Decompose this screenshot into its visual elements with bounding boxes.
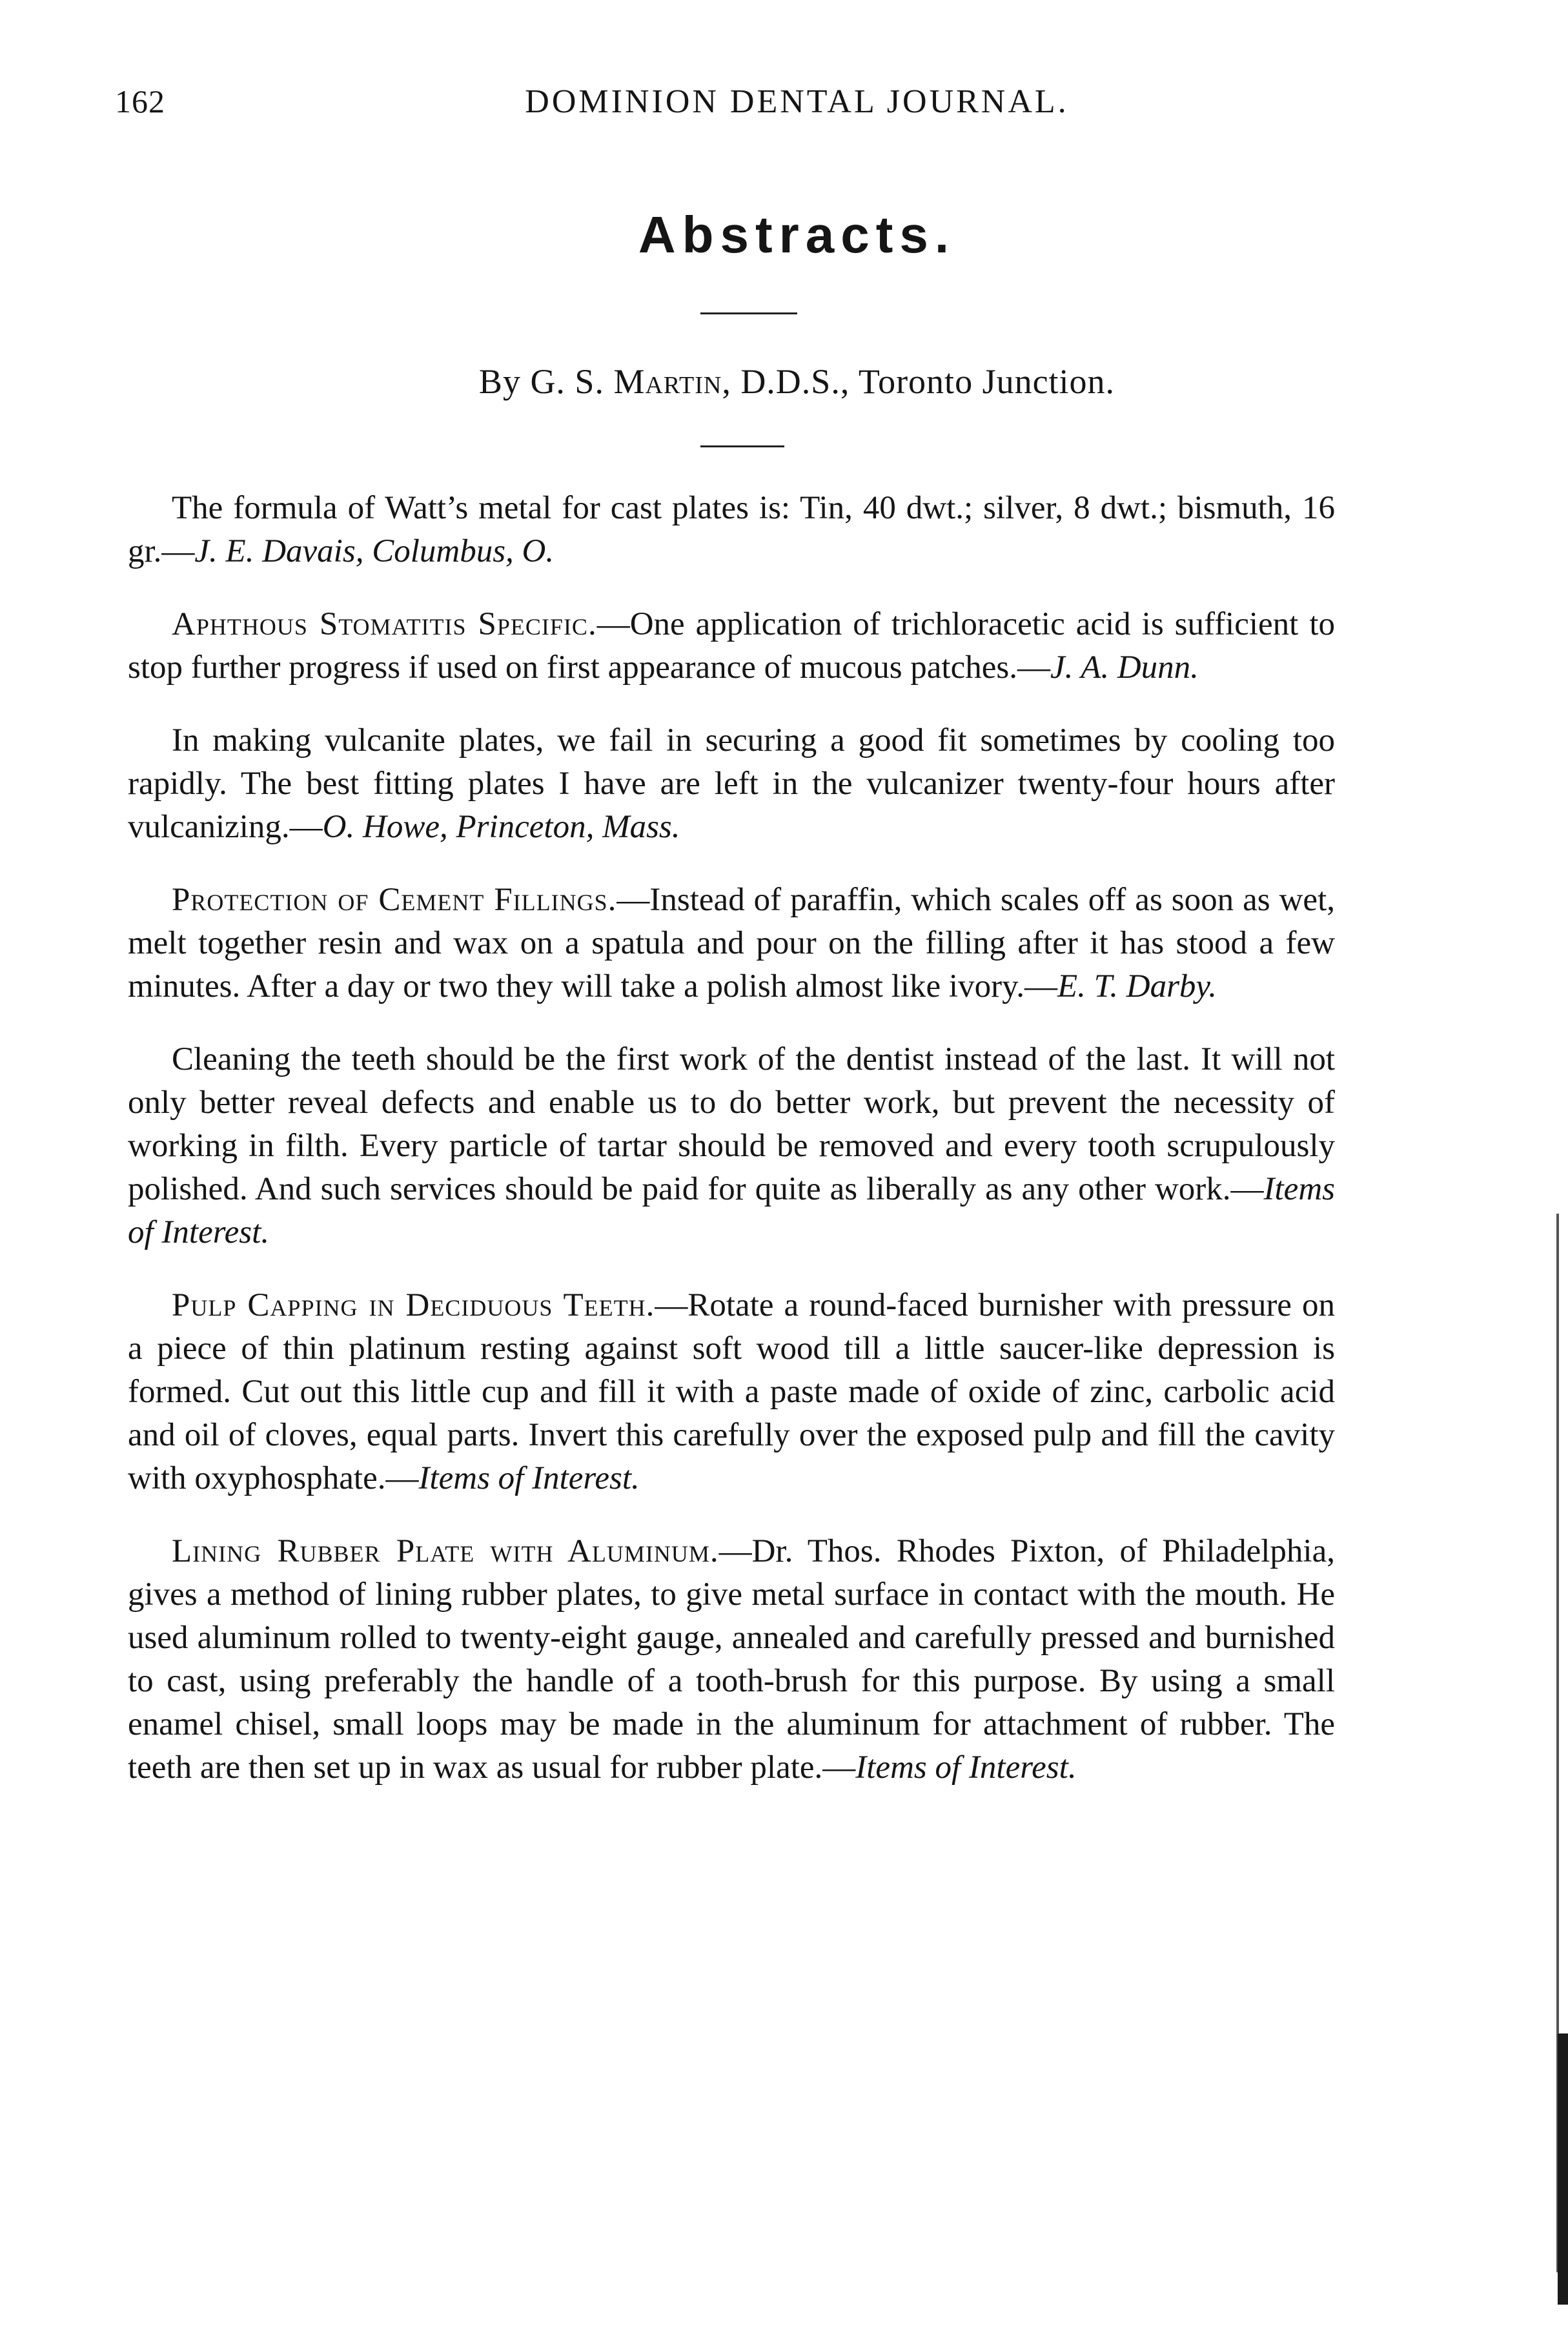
abstract-heading: Pulp Capping in Deciduous Teeth.: [172, 1287, 655, 1323]
byline-prefix: By G. S.: [478, 362, 614, 401]
byline: [0, 362, 1568, 402]
divider-rule: [700, 445, 784, 447]
byline-suffix: , D.D.S., Toronto Junction.: [722, 362, 1115, 401]
abstract-heading: Aphthous Stomatitis Specific.: [172, 606, 597, 642]
abstract-text: —Rotate a round-faced burnisher with pressure on a piece of thin platinum resting against soft wood till a little saucer-like depression is formed. Cut out this little cup and fill it with a paste made of oxide of zinc, carbolic acid and oil of cloves, equal parts. Invert this carefully over the exposed pulp and fill the cavity with oxyphosphate.—: [128, 1287, 1335, 1496]
abstract-paragraph: [128, 487, 1335, 573]
page-number: 162: [115, 83, 165, 119]
abstract-text: —One application of trichloracetic acid is sufficient to stop further progress if used on first appearance of mucous patches.—: [128, 606, 1335, 686]
abstract-source: Items of Interest.: [128, 1171, 1335, 1250]
abstract-source: Items of Interest.: [855, 1749, 1077, 1786]
abstract-source: J. E. Davais, Columbus, O.: [194, 533, 555, 569]
divider-rule: [700, 312, 797, 314]
abstract-paragraph: [128, 879, 1335, 1008]
abstract-text: In making vulcanite plates, we fail in securing a good fit sometimes by cooling too rapidly. The best fitting plates I have are left in the vulcanizer twenty-four hours after vulcanizing.—: [128, 722, 1335, 845]
abstract-paragraph: [128, 719, 1335, 849]
page-header: [0, 83, 1568, 134]
abstract-text: —Instead of paraffin, which scales off as soon as wet, melt together resin and wax on a spatula and pour on the filling after it has stood a few minutes. After a day or two they will take a polish almost like ivory.—: [128, 882, 1335, 1004]
scan-edge-bar: [1558, 2033, 1568, 2305]
abstract-source: J. A. Dunn.: [1050, 649, 1199, 686]
abstract-paragraph: [128, 1038, 1335, 1254]
abstract-text: The formula of Watt’s metal for cast plates is: Tin, 40 dwt.; silver, 8 dwt.; bismuth, 16 gr.—: [128, 490, 1335, 569]
byline-author: Martin: [613, 362, 722, 401]
abstract-heading: Protection of Cement Fillings.: [172, 882, 617, 918]
abstract-source: O. Howe, Princeton, Mass.: [322, 809, 680, 845]
abstract-paragraph: [128, 1530, 1335, 1789]
abstract-paragraph: [128, 1284, 1335, 1500]
abstract-heading: Lining Rubber Plate with Aluminum.: [172, 1533, 719, 1569]
running-head: DOMINION DENTAL JOURNAL.: [525, 83, 1069, 120]
abstract-source: E. T. Darby.: [1057, 968, 1217, 1004]
abstract-paragraph: [128, 603, 1335, 689]
article-body: [128, 487, 1335, 1819]
section-title: Abstracts.: [638, 206, 956, 263]
abstract-text: —Dr. Thos. Rhodes Pixton, of Philadelphia, gives a method of lining rubber plates, to give metal surface in contact with the mouth. He used aluminum rolled to twenty-eight gauge, annealed and carefully pressed and burnished to cast, using preferably the handle of a tooth-brush for this purpose. By using a small enamel chisel, small loops may be made in the aluminum for attachment of rubber. The teeth are then set up in wax as usual for rubber plate.—: [128, 1533, 1335, 1786]
abstract-text: Cleaning the teeth should be the first work of the dentist instead of the last. It will not only better reveal defects and enable us to do better work, but prevent the necessity of working in filth. Every particle of tartar should be removed and every tooth scrupulously polished. And such services should be paid for quite as liberally as any other work.—: [128, 1041, 1335, 1207]
abstract-source: Items of Interest.: [418, 1460, 640, 1496]
